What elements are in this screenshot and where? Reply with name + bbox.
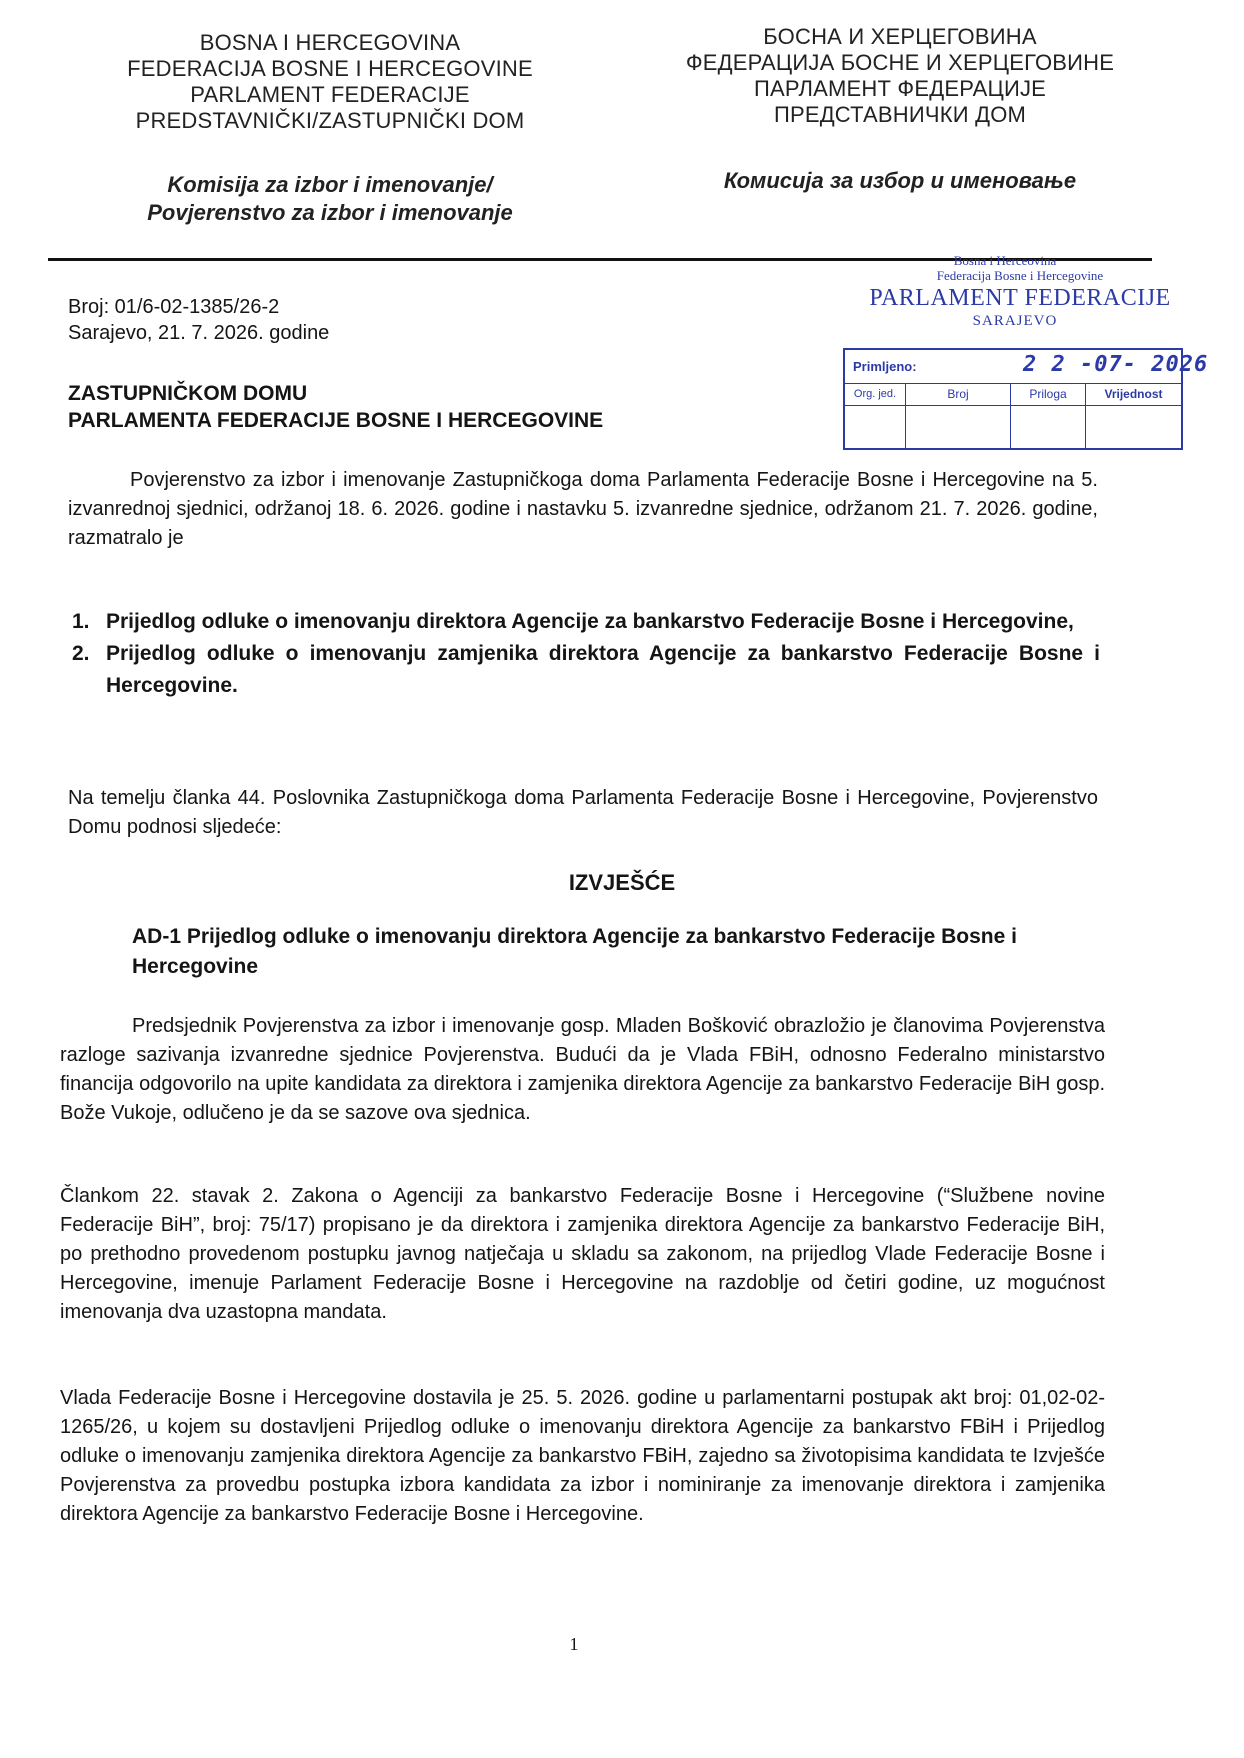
stamp-city: SARAJEVO [972, 313, 1058, 329]
recipient-block [68, 380, 768, 434]
paragraph-1-text: Predsjednik Povjerenstva za izbor i imenovanje gosp. Mladen Bošković obrazložio je članovima Povjerenstva razloge sazivanja izvanredne sjednice Povjerenstva. Budući da je Vlada FBiH, odnosno Federalno ministarstvo financija odgovorilo na upite kandidata za direktora i zamjenika direktora Agencije za bankarstvo Federacije BiH gosp. Bože Vukoje, odlučeno je da se sazove ova sjednica. [60, 1015, 1105, 1124]
stamp-line-1: Bosna i Herceovina [953, 253, 1057, 268]
committee-left [80, 171, 580, 227]
committee-right [660, 167, 1140, 195]
ad1-heading [132, 922, 1107, 982]
stamp-received-label: Primljeno: [853, 358, 917, 374]
basis-paragraph [68, 784, 1098, 842]
list-item-number: 1. [72, 610, 90, 633]
basis-text: Na temelju članka 44. Poslovnika Zastupničkoga doma Parlamenta Federacije Bosne i Hercegovine, Povjerenstvo Domu podnosi sljedeće: [68, 787, 1098, 838]
stamp-line-2: Federacija Bosne i Hercegovine [936, 268, 1104, 283]
stamp-col-org: Org. jed. [844, 383, 906, 405]
header-right-line: БОСНА И ХЕРЦЕГОВИНА [763, 24, 1037, 49]
recipient-line: PARLAMENTA FEDERACIJE BOSNE I HERCEGOVINE [68, 409, 604, 432]
intro-text: Povjerenstvo za izbor i imenovanje Zastupničkoga doma Parlamenta Federacije Bosne i Hercegovine na 5. izvanrednoj sjednici, održanoj 18. 6. 2026. godine i nastavku 5. izvanredne sjednice, održanom 21. 7. 2026. godine, razmatralo je [68, 469, 1098, 549]
reference-number: Broj: 01/6-02-1385/26-2 [68, 296, 280, 318]
header-right-line: ФЕДЕРАЦИЈА БОСНЕ И ХЕРЦЕГОВИНЕ [685, 50, 1115, 75]
page-number: 1 [569, 1634, 579, 1654]
header-right-line: ПАРЛАМЕНТ ФЕДЕРАЦИЈЕ [753, 76, 1047, 101]
stamp-title: PARLAMENT FEDERACIJE [869, 285, 1171, 311]
header-left-line: PREDSTAVNIČKI/ZASTUPNIČKI DOM [135, 108, 525, 133]
stamp-cell [1011, 405, 1086, 449]
stamp-table [843, 348, 1209, 450]
agenda-list [72, 606, 1100, 702]
stamp-cell [1086, 405, 1183, 449]
list-item [72, 638, 1100, 702]
paragraph-1 [60, 1012, 1105, 1128]
report-title: IZVJEŠĆE [568, 870, 676, 895]
reference-date: Sarajevo, 21. 7. 2026. godine [68, 322, 330, 344]
ad1-heading-text: AD-1 Prijedlog odluke o imenovanju direktora Agencije za bankarstvo Federacije Bosne i Hercegovine [132, 925, 1017, 978]
committee-left-line: Komisija za izbor i imenovanje/ [167, 172, 493, 197]
list-item-text: Prijedlog odluke o imenovanju zamjenika direktora Agencije za bankarstvo Federacije Bosne i Hercegovine. [106, 642, 1100, 697]
header-left-line: BOSNA I HERCEGOVINA [199, 30, 461, 55]
stamp-received-date: 2 2 -07- 2026 [1023, 352, 1209, 377]
header-right-line: ПРЕДСТАВНИЧКИ ДОМ [773, 102, 1027, 127]
committee-right-line: Комисија за избор и именовање [723, 168, 1077, 193]
header-left [80, 30, 580, 134]
header-left-line: PARLAMENT FEDERACIJE [190, 82, 470, 107]
intro-paragraph [68, 466, 1098, 553]
paragraph-3-text: Vlada Federacije Bosne i Hercegovine dostavila je 25. 5. 2026. godine u parlamentarni postupak akt broj: 01,02-02-1265/26, u kojem su dostavljeni Prijedlog odluke o imenovanju direktora Agencije za bankarstvo FBiH i Prijedlog odluke o imenovanju zamjenika direktora Agencije za bankarstvo FBiH, zajedno sa životopisima kandidata te Izvješće Povjerenstva za provedbu postupka izbora kandidata za izbor i nominiranje za imenovanje direktora i zamjenika direktora Agencije za bankarstvo Federacije Bosne i Hercegovine. [60, 1387, 1105, 1525]
reception-stamp [840, 254, 1180, 330]
header-right [640, 24, 1160, 128]
stamp-col-number: Broj [906, 383, 1011, 405]
list-item-text: Prijedlog odluke o imenovanju direktora Agencije za bankarstvo Federacije Bosne i Hercegovine, [106, 610, 1074, 633]
paragraph-2-text: Člankom 22. stavak 2. Zakona o Agenciji za bankarstvo Federacije Bosne i Hercegovine (“Službene novine Federacije BiH”, broj: 75/17) propisano je da direktora i zamjenika direktora Agencije za bankarstvo Federacije BiH, po prethodno provedenom postupku javnog natječaja u skladu sa zakonom, na prijedlog Vlade Federacije Bosne i Hercegovine, imenuje Parlament Federacije Bosne i Hercegovine na razdoblje od četiri godine, uz mogućnost imenovanja dva uzastopna mandata. [60, 1185, 1105, 1323]
header-left-line: FEDERACIJA BOSNE I HERCEGOVINE [127, 56, 533, 81]
paragraph-2 [60, 1182, 1105, 1327]
recipient-line: ZASTUPNIČKOM DOMU [68, 382, 308, 405]
list-item [72, 606, 1100, 638]
stamp-cell [906, 405, 1011, 449]
list-item-number: 2. [72, 642, 90, 665]
stamp-received-cell [844, 349, 1209, 383]
stamp-cell [844, 405, 906, 449]
committee-left-line: Povjerenstvo za izbor i imenovanje [147, 200, 513, 225]
reference-block [68, 294, 568, 346]
stamp-col-attachments: Priloga [1011, 383, 1086, 405]
paragraph-3 [60, 1384, 1105, 1529]
stamp-col-value: Vrijednost [1086, 383, 1183, 405]
